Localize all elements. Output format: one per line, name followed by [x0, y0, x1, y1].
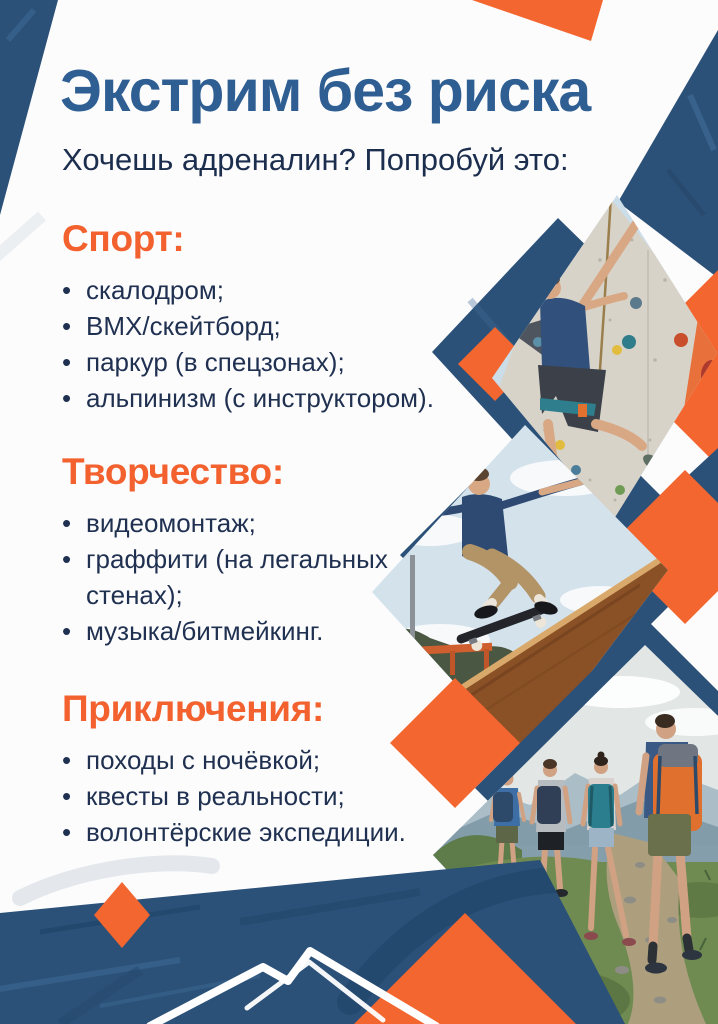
bullet-dot: • — [62, 383, 72, 413]
poster-subtitle: Хочешь адреналин? Попробуй это: — [62, 142, 569, 177]
list-item — [62, 380, 434, 416]
section-sport — [62, 219, 442, 416]
section-heading-creativity: Творчество: — [62, 451, 284, 492]
bullet-dot: • — [62, 745, 72, 775]
bullet-dot: • — [62, 817, 72, 847]
list-item — [62, 742, 434, 778]
bullet-dot: • — [62, 508, 72, 538]
list-item-text: видеомонтаж; — [86, 508, 256, 538]
list-item-text: скалодром; — [86, 275, 224, 305]
list-item-text: паркур (в спецзонах); — [86, 347, 345, 377]
section-adventures — [62, 689, 442, 850]
bullet-dot: • — [62, 311, 72, 341]
bullet-dot: • — [62, 347, 72, 377]
bullet-dot: • — [62, 616, 72, 646]
list-item — [62, 778, 434, 814]
list-item — [62, 814, 434, 850]
page-title: Экстрим без риска — [60, 58, 591, 124]
list-item — [62, 308, 434, 344]
adventures-list — [62, 742, 434, 850]
list-item — [62, 272, 434, 308]
list-item-text: волонтёрские экспедиции. — [86, 817, 406, 847]
section-heading-adventures: Приключения: — [62, 688, 325, 729]
bullet-dot: • — [62, 275, 72, 305]
section-creativity — [62, 452, 442, 649]
list-item-text: музыка/битмейкинг. — [86, 616, 324, 646]
list-item — [62, 505, 434, 541]
list-item — [62, 541, 434, 613]
bullet-dot: • — [62, 781, 72, 811]
section-heading-sport: Спорт: — [62, 218, 185, 259]
list-item-text: квесты в реальности; — [86, 781, 345, 811]
sport-list — [62, 272, 434, 416]
list-item-text: граффити (на легальных стенах); — [86, 544, 388, 610]
list-item-text: BMX/скейтборд; — [86, 311, 281, 341]
list-item — [62, 613, 434, 649]
list-item — [62, 344, 434, 380]
bullet-dot: • — [62, 544, 72, 574]
list-item-text: походы с ночёвкой; — [86, 745, 321, 775]
list-item-text: альпинизм (с инструктором). — [86, 383, 434, 413]
creativity-list — [62, 505, 434, 649]
